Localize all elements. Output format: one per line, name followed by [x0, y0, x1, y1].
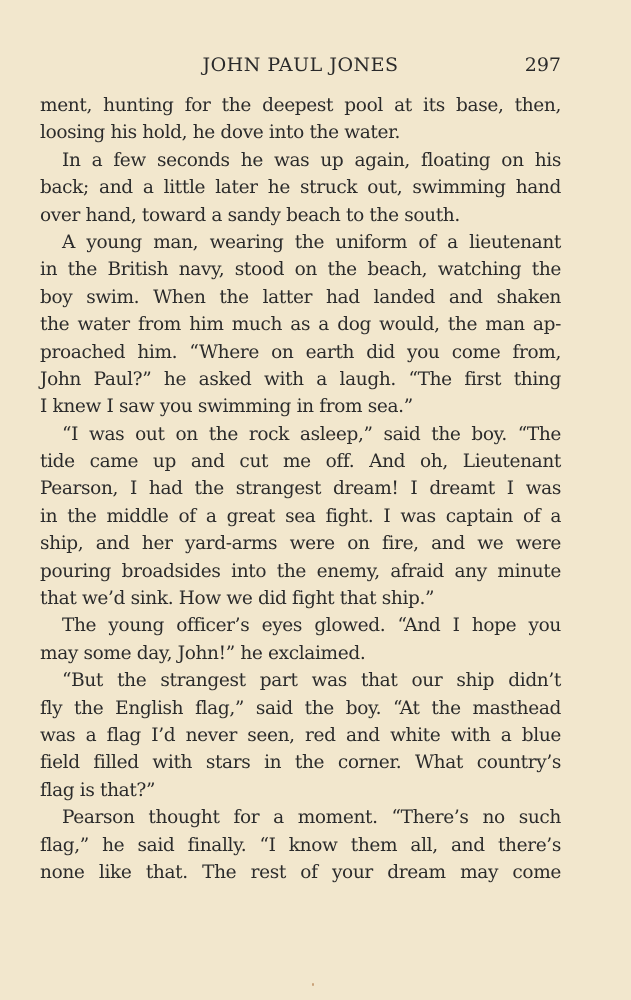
text-line: In a few seconds he was up again, floating on his — [62, 149, 561, 171]
text-line: may some day, John!” he exclaimed. — [40, 642, 366, 664]
text-line: the water from him much as a dog would, the man ap- — [40, 314, 561, 336]
body-text — [40, 92, 561, 886]
text-line: fly the English flag,” said the boy. “At the masthead — [40, 697, 561, 719]
running-head — [40, 54, 561, 82]
text-line: none like that. The rest of your dream may come — [40, 861, 561, 883]
page-number: 297 — [524, 54, 561, 76]
text-line: Pearson, I had the strangest dream! I dreamt I was — [40, 478, 561, 500]
text-line: pouring broadsides into the enemy, afraid any minute — [40, 560, 561, 582]
text-line: ship, and her yard-arms were on fire, and we were — [40, 533, 561, 555]
text-line: loosing his hold, he dove into the water. — [40, 122, 401, 144]
text-line: A young man, wearing the uniform of a lieutenant — [62, 231, 561, 253]
text-line: in the middle of a great sea fight. I was captain of a — [40, 505, 561, 527]
text-line: The young officer’s eyes glowed. “And I hope you — [62, 615, 561, 637]
text-line: proached him. “Where on earth did you come from, — [40, 341, 561, 363]
text-line: tide came up and cut me off. And oh, Lieutenant — [40, 451, 561, 473]
text-line: in the British navy, stood on the beach, watching the — [40, 259, 561, 281]
text-line: flag,” he said finally. “I know them all, and there’s — [40, 834, 561, 856]
text-line: field filled with stars in the corner. What country’s — [40, 752, 561, 774]
text-line: “I was out on the rock asleep,” said the boy. “The — [62, 423, 561, 445]
text-line: back; and a little later he struck out, swimming hand — [40, 177, 561, 199]
text-line: I knew I saw you swimming in from sea.” — [40, 396, 413, 418]
text-line: was a flag I’d never seen, red and white with a blue — [40, 724, 561, 746]
text-line: Pearson thought for a moment. “There’s no such — [62, 807, 561, 829]
text-line: over hand, toward a sandy beach to the south. — [40, 204, 460, 226]
text-line: boy swim. When the latter had landed and shaken — [40, 286, 561, 308]
paper-speck — [312, 983, 314, 986]
text-line: ment, hunting for the deepest pool at its base, then, — [40, 95, 561, 116]
text-line: “But the strangest part was that our ship didn’t — [62, 670, 561, 692]
text-line: John Paul?” he asked with a laugh. “The first thing — [40, 368, 561, 390]
text-line: that we’d sink. How we did fight that ship.” — [40, 588, 435, 610]
text-line: flag is that?” — [40, 779, 156, 801]
running-title: JOHN PAUL JONES — [202, 54, 399, 76]
